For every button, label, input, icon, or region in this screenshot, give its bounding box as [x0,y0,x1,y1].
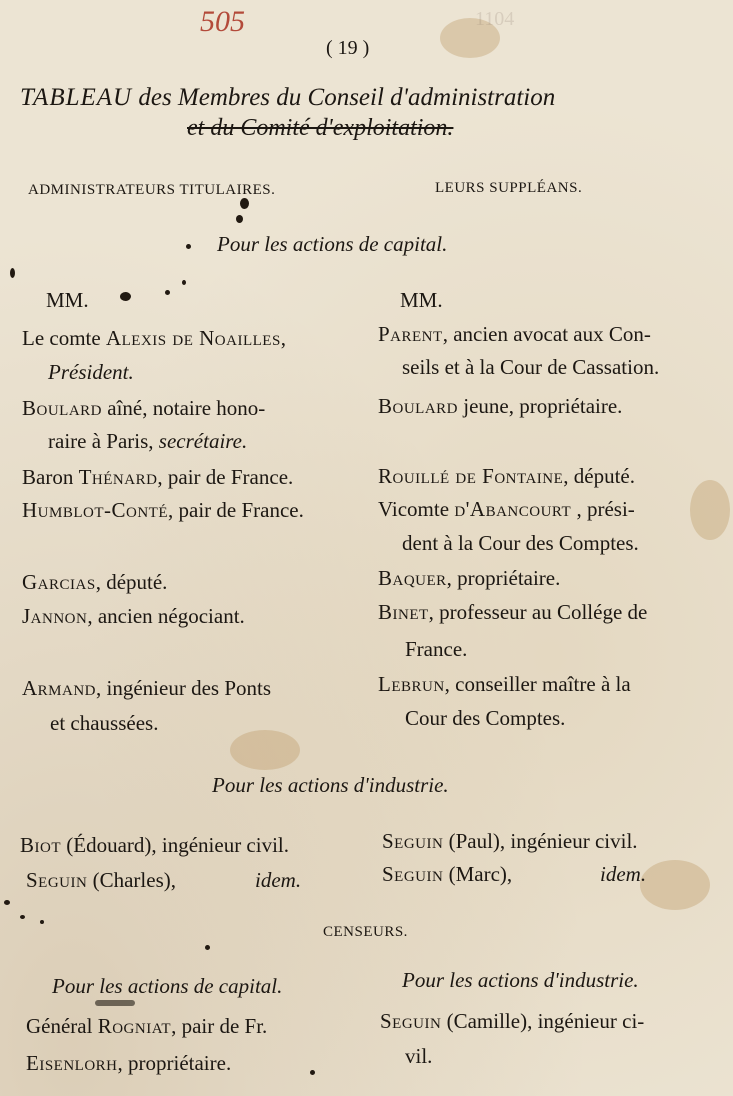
text: (Camille), ingénieur ci- [441,1009,645,1033]
ink-spot [95,1000,135,1006]
entry-armand-cont: et chaussées. [50,711,159,735]
ink-spot [120,292,131,301]
text: , propriétaire. [446,566,561,590]
surname: Boulard [22,396,103,420]
role: secrétaire. [158,429,248,453]
paper-stain [690,480,730,540]
paper-stain [230,730,300,770]
censeurs-industrie: Pour les actions d'industrie. [402,968,639,992]
text: , député. [95,570,168,594]
column-header-left: ADMINISTRATEURS TITULAIRES. [28,182,276,198]
text: jeune, propriétaire. [458,394,623,418]
entry-binet [378,600,647,624]
mm-left: MM. [46,288,89,312]
surname: Rogniat [97,1014,172,1038]
text: , prési- [571,497,635,521]
entry-parent-cont: seils et à la Cour de Cassation. [402,355,660,379]
surname: Boulard [378,394,459,418]
text: , conseiller maître à la [444,672,631,696]
text: , pair de France. [168,498,304,522]
surname: Seguin [382,829,444,853]
text: , député. [563,464,636,488]
surname: Alexis de Noailles [105,326,281,350]
ink-spot [186,244,191,249]
page-title [20,84,555,112]
surname: Eisenlorh [26,1051,118,1075]
entry-lebrun [378,672,631,696]
ink-spot [236,215,243,223]
text: , pair de Fr. [171,1014,268,1038]
entry-camille-cont: vil. [405,1044,433,1068]
ink-spot [10,268,15,278]
ink-spot [40,920,44,924]
surname: Lebrun [378,672,445,696]
entry-armand [22,676,271,700]
entry-abancourt-cont: dent à la Cour des Comptes. [402,531,639,555]
ink-spot [182,280,186,285]
text: (Marc), [443,862,513,886]
text: Baron [22,465,79,489]
archive-stamp: 505 [200,5,245,38]
entry-lebrun-cont: Cour des Comptes. [405,706,566,730]
column-header-right: LEURS SUPPLÉANS. [435,180,583,196]
text: , professeur au Collége de [428,600,648,624]
ink-spot [240,198,249,209]
ghost-stamp: 1104 [475,8,515,30]
ink-spot [165,290,170,295]
ink-spot [4,900,10,905]
entry-binet-cont: France. [405,637,468,661]
section-capital: Pour les actions de capital. [217,232,448,256]
entry-abancourt [378,497,635,521]
surname: Seguin [380,1009,442,1033]
surname: Parent [378,322,443,346]
entry-noailles-title: Président. [48,360,134,384]
text: aîné, notaire hono- [102,396,266,420]
entry-rogniat [26,1014,267,1038]
surname: Baquer [378,566,447,590]
entry-eisenlorh [26,1051,231,1075]
text: , propriétaire. [117,1051,232,1075]
text: , pair de France. [157,465,294,489]
text: , [280,326,287,350]
surname: Armand [22,676,97,700]
entry-parent [378,322,651,346]
censeurs-heading: CENSEURS. [323,924,408,940]
surname: Seguin [382,862,444,886]
entry-seguin-marc [382,862,512,886]
entry-baquer [378,566,560,590]
entry-boulard-cont [48,429,247,453]
text: (Charles), [87,868,176,892]
text: Général [26,1014,98,1038]
entry-humblot [22,498,304,522]
text: , ingénieur des Ponts [96,676,271,700]
idem-right: idem. [600,862,647,886]
entry-seguin-paul [382,829,638,853]
entry-jannon [22,604,245,628]
idem-left: idem. [255,868,302,892]
surname: Rouillé de Fontaine [378,464,564,488]
page-number: ( 19 ) [326,37,370,59]
entry-boulard [22,396,265,420]
entry-noailles [22,326,286,350]
surname: Jannon [22,604,88,628]
text: Vicomte [378,497,455,521]
text: , ancien négociant. [87,604,245,628]
surname: d'Abancourt [454,497,572,521]
entry-garcias [22,570,167,594]
text: , ancien avocat aux Con- [442,322,651,346]
entry-biot [20,833,289,857]
text: (Paul), ingénieur civil. [443,829,638,853]
entry-rouille [378,464,635,488]
surname: Thénard [78,465,158,489]
entry-thenard [22,465,293,489]
surname: Humblot-Conté [22,498,168,522]
text: (Édouard), ingénieur civil. [61,833,290,857]
title-tableau: TABLEAU [20,84,133,111]
section-industrie: Pour les actions d'industrie. [212,773,449,797]
surname: Garcias [22,570,96,594]
text: Le comte [22,326,106,350]
ink-spot [310,1070,315,1075]
title-struck: et du Comité d'exploitation. [187,115,454,141]
ink-spot [205,945,210,950]
title-rest: des Membres du Conseil d'administration [132,84,556,111]
mm-right: MM. [400,288,443,312]
censeurs-capital: Pour les actions de capital. [52,974,283,998]
surname: Seguin [26,868,88,892]
text: raire à Paris, [48,429,159,453]
surname: Biot [20,833,61,857]
entry-boulard-jeune [378,394,622,418]
paper-stain [640,860,710,910]
ink-spot [20,915,25,919]
entry-seguin-charles [26,868,176,892]
entry-camille [380,1009,644,1033]
surname: Binet [378,600,429,624]
